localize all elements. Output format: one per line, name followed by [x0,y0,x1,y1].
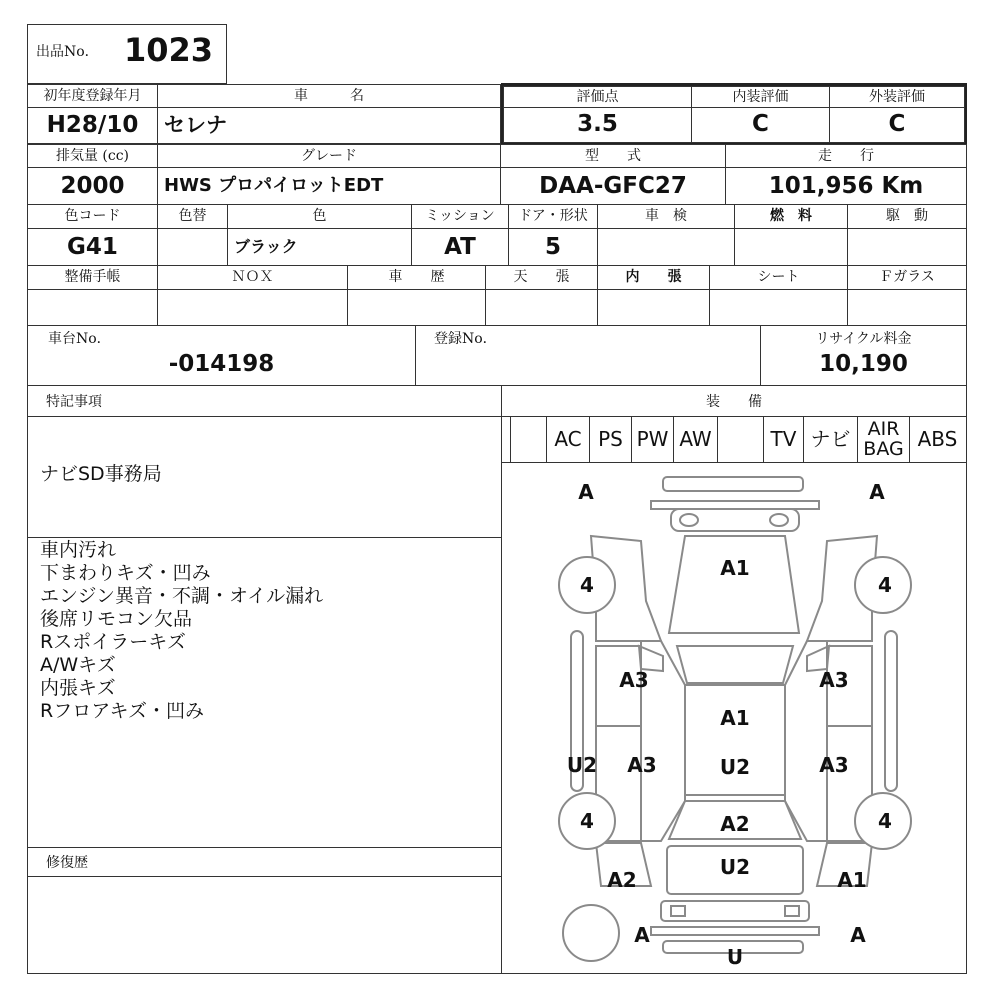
car-diagram [502,463,966,973]
score-label-cell [503,86,692,108]
color-label-cell [227,204,412,229]
drive-label: 駆 動 [886,208,928,224]
notes-list-cell [27,537,502,848]
mission-value-cell [411,228,509,266]
history-label: 車 歴 [388,269,445,285]
mark-quarter-right: A1 [837,868,867,892]
color-value: ブラック [234,237,298,256]
door-label: ドア・形状 [518,208,588,224]
mark-front-left: A [578,480,594,504]
equipment-item [717,416,763,462]
grade-label: グレード [301,148,357,164]
door-value-cell [508,228,598,266]
interior-value: C [752,111,769,137]
exterior-label-cell [829,86,965,108]
mark-tire-fl: 4 [580,573,594,597]
interior2-value-cell [597,289,710,326]
note-item: Rフロアキズ・凹み [40,700,205,722]
recolor-value-cell [157,228,228,266]
mark-rear-left: A [634,923,650,947]
maint-label: 整備手帳 [64,269,121,285]
disp-value-cell [27,167,158,205]
interior-value-cell [691,107,830,143]
grade-label-cell [157,144,501,168]
door-value: 5 [544,234,561,260]
recycle-value: 10,190 [819,351,908,377]
recycle-label: リサイクル料金 [815,331,912,347]
grade-value-cell [157,167,501,205]
mileage-label-cell [725,144,967,168]
drive-label-cell [847,204,967,229]
equipment-item-pw: PW [631,416,673,462]
interior-label-cell [691,86,830,108]
score-value: 3.5 [577,111,618,137]
model-value: DAA-GFC27 [539,173,687,199]
chassis-value: -014198 [168,351,275,377]
score-value-cell [503,107,692,143]
mileage-value-cell [725,167,967,205]
notes-label: 特記事項 [46,394,102,410]
mark-tire-rl: 4 [580,809,594,833]
name-value-cell [157,107,501,144]
recycle-cell [760,325,967,386]
mileage-label: 走 行 [818,148,874,164]
roof-value-cell [485,289,598,326]
roof-label-cell [485,265,598,290]
nox-label: ＮＯＸ [231,269,274,285]
inspection-value-cell [597,228,735,266]
reg-label-cell [27,84,158,108]
score-label: 評価点 [576,89,619,105]
notes-list [40,539,495,723]
mark-door-rr: A3 [819,753,849,777]
repair-value-cell [27,876,502,974]
mark-rear-right: A [850,923,866,947]
mark-under: U [726,945,744,969]
disp-value: 2000 [60,173,125,199]
chassis-label: 車台No． [48,331,111,347]
reg-value: H28/10 [46,112,139,138]
lot-number: 1023 [124,31,214,69]
nox-label-cell [157,265,348,290]
drive-value-cell [847,228,967,266]
damage-marks [567,480,892,969]
disp-label: 排気量 (cc) [55,148,130,164]
mileage-value: 101,956 Km [768,173,924,199]
mark-door-fl: A3 [619,668,649,692]
equipment-label-cell [501,385,967,417]
history-value-cell [347,289,486,326]
color-code-value: G41 [67,234,118,260]
chassis-cell [27,325,416,386]
note-item: A/Wキズ [40,654,116,676]
mark-quarter-left: A2 [607,868,637,892]
fuel-label: 燃 料 [770,208,812,224]
seat-value-cell [709,289,848,326]
lot-label: 出品No． [36,44,99,60]
damage-diagram-cell [501,462,967,974]
equipment-item [510,416,546,462]
notes-line-1: ナビSD事務局 [40,463,162,485]
seat-label-cell [709,265,848,290]
note-item: エンジン異音・不調・オイル漏れ [40,585,324,607]
name-label-cell [157,84,501,108]
notes-top-cell [27,416,502,538]
exterior-value: C [888,111,906,137]
regno-cell [415,325,761,386]
disp-label-cell [27,144,158,168]
mark-hood: A1 [720,556,750,580]
model-value-cell [500,167,726,205]
mark-door-rl: A3 [627,753,657,777]
repair-label: 修復歴 [46,855,88,871]
name-label: 車 名 [294,88,364,104]
mission-label: ミッション [425,208,495,224]
spare-tire [563,905,619,961]
equipment-item-navi: ナビ [803,416,857,462]
model-label-cell [500,144,726,168]
glass-label-cell [847,265,967,290]
glass-label: Ｆガラス [879,269,935,285]
interior-label: 内装評価 [732,89,789,105]
history-label-cell [347,265,486,290]
mark-front-right: A [869,480,885,504]
reg-label: 初年度登録年月 [43,88,142,104]
mission-value: AT [444,234,476,260]
mark-sill-left: U2 [566,753,598,777]
equipment-item-aw: AW [673,416,717,462]
equipment-item-tv: TV [763,416,803,462]
interior2-label: 内 張 [625,269,682,285]
fuel-value-cell [734,228,848,266]
maint-value-cell [27,289,158,326]
maint-label-cell [27,265,158,290]
door-label-cell [508,204,598,229]
equipment-item-ac: AC [546,416,589,462]
color-code-label-cell [27,204,158,229]
lot-box [27,24,227,84]
mark-tire-rr: 4 [878,809,892,833]
mark-tire-fr: 4 [878,573,892,597]
regno-label: 登録No． [434,331,497,347]
equipment-label: 装 備 [706,394,762,410]
note-item: 下まわりキズ・凹み [40,562,211,584]
fuel-label-cell [734,204,848,229]
recolor-label-cell [157,204,228,229]
glass-value-cell [847,289,967,326]
inspection-label: 車 検 [645,208,687,224]
color-code-label: 色コード [64,208,121,224]
mark-tailgate: U2 [719,855,751,879]
exterior-value-cell [829,107,965,143]
notes-label-cell [27,385,502,417]
seat-label: シート [757,269,800,285]
note-item: 車内汚れ [40,539,117,561]
mark-door-fr: A3 [819,668,849,692]
roof-label: 天 張 [513,269,570,285]
equipment-item-abs: ABS [909,416,965,462]
model-label: 型 式 [585,148,641,164]
mission-label-cell [411,204,509,229]
equipment-item-ps: PS [589,416,631,462]
mark-rear-glass: A2 [720,812,750,836]
inspection-label-cell [597,204,735,229]
note-item: 内張キズ [40,677,116,699]
note-item: Rスポイラーキズ [40,631,186,653]
grade-value: HWS プロパイロットEDT [164,175,384,196]
name-value: セレナ [164,113,227,137]
nox-value-cell [157,289,348,326]
mark-roof: A1 [720,706,750,730]
reg-value-cell [27,107,158,144]
equipment-item-airbag: AIR BAG [857,416,909,462]
recolor-label: 色替 [178,208,207,224]
exterior-label: 外装評価 [869,89,925,105]
interior2-label-cell [597,265,710,290]
color-value-cell [227,228,412,266]
repair-label-cell [27,847,502,877]
color-code-value-cell [27,228,158,266]
note-item: 後席リモコン欠品 [40,608,193,630]
mark-roof-rear: U2 [719,755,751,779]
color-label: 色 [312,208,327,224]
